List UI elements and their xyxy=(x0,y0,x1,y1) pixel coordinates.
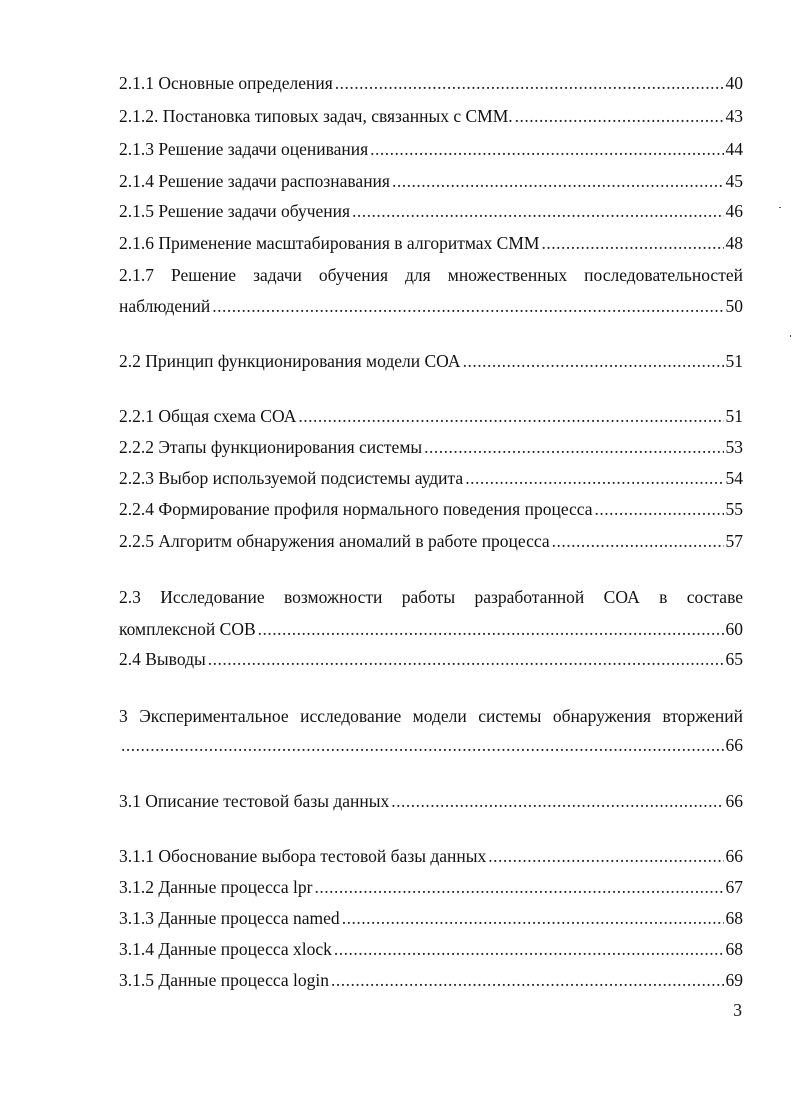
toc-entry-title-line1: 3 Экспериментальное исследование модели системы обнаружения вторжений xyxy=(119,706,743,726)
toc-entry-title: 2.2.1 Общая схема СОА xyxy=(119,406,297,426)
toc-entry-title: 2.4 Выводы xyxy=(119,649,206,669)
toc-leader-dots xyxy=(258,617,724,641)
toc-entry-page: 44 xyxy=(725,139,743,159)
toc-leader-dots xyxy=(314,875,723,899)
toc-leader-dots xyxy=(334,937,724,961)
toc-entry-title: 2.2.5 Алгоритм обнаружения аномалий в работе процесса xyxy=(119,531,550,551)
toc-entry-page: 69 xyxy=(725,970,743,990)
toc-leader-dots xyxy=(552,529,724,553)
toc-entry-title: 3.1.3 Данные процесса named xyxy=(119,908,340,928)
toc-entry-title: наблюдений xyxy=(119,296,211,316)
toc-entry-title: 3.1.2 Данные процесса lpr xyxy=(119,877,313,897)
toc-entry xyxy=(119,497,743,521)
toc-entry-title: комплексной СОВ xyxy=(119,619,256,639)
toc-entry xyxy=(119,294,743,318)
toc-entry-title: 2.1.5 Решение задачи обучения xyxy=(119,201,351,221)
toc-entry-title: 3.1.5 Данные процесса login xyxy=(119,970,330,990)
toc-entry-page: 68 xyxy=(725,939,743,959)
scan-speck xyxy=(779,207,781,208)
toc-entry-page: 45 xyxy=(725,171,743,191)
toc-entry-title: 2.1.6 Применение масштабирования в алгоритмах СММ xyxy=(119,233,540,253)
toc-entry xyxy=(119,875,743,899)
toc-entry xyxy=(119,529,743,553)
toc-leader-dots xyxy=(392,169,724,193)
toc-entry-page: 51 xyxy=(725,351,743,371)
toc-leader-dots xyxy=(208,647,724,671)
toc-entry xyxy=(119,199,743,223)
toc-entry-title: 3.1.1 Обоснование выбора тестовой базы данных xyxy=(119,846,487,866)
toc-entry-page: 55 xyxy=(725,499,743,519)
toc-entry xyxy=(119,733,743,757)
toc-entry-page: 65 xyxy=(725,649,743,669)
toc-entry xyxy=(119,404,743,428)
toc-entry-title-line1: 2.3 Исследование возможности работы разработанной СОА в составе xyxy=(119,587,743,607)
toc-entry-title: 2.1.3 Решение задачи оценивания xyxy=(119,139,369,159)
toc-entry-page: 67 xyxy=(725,877,743,897)
toc-entry-page: 66 xyxy=(725,846,743,866)
toc-entry xyxy=(119,844,743,868)
toc-leader-dots xyxy=(331,968,723,992)
toc-entry xyxy=(119,169,743,193)
toc-entry xyxy=(119,435,743,459)
toc-entry xyxy=(119,968,743,992)
toc-entry xyxy=(119,349,743,373)
toc-entry xyxy=(119,71,743,95)
toc-entry-page: 46 xyxy=(725,201,743,221)
toc-leader-dots xyxy=(488,844,723,868)
toc-leader-dots xyxy=(541,231,723,255)
toc-entry-page: 57 xyxy=(725,531,743,551)
toc-entry-page: 66 xyxy=(725,735,743,755)
toc-leader-dots xyxy=(298,404,723,428)
toc-entry xyxy=(119,231,743,255)
toc-leader-dots xyxy=(121,733,724,757)
toc-entry-title: 2.1.1 Основные определения xyxy=(119,73,333,93)
toc-entry-page: 66 xyxy=(725,791,743,811)
toc-entry-title: 3.1 Описание тестовой базы данных xyxy=(119,791,390,811)
toc-leader-dots xyxy=(212,294,723,318)
toc-entry xyxy=(119,617,743,641)
toc-entry-title: 2.2.3 Выбор используемой подсистемы аудита xyxy=(119,468,464,488)
toc-entry-title: 2.2.4 Формирование профиля нормального поведения процесса xyxy=(119,499,593,519)
scan-speck xyxy=(790,335,791,337)
toc-leader-dots xyxy=(391,789,723,813)
toc-leader-dots xyxy=(595,497,724,521)
toc-entry xyxy=(119,906,743,930)
toc-entry-page: 54 xyxy=(725,468,743,488)
toc-entry-page: 50 xyxy=(725,296,743,316)
toc-leader-dots xyxy=(515,104,724,128)
toc-leader-dots xyxy=(465,466,723,490)
toc-entry xyxy=(119,466,743,490)
toc-entry-title: 2.1.2. Постановка типовых задач, связанных с СММ. xyxy=(119,106,513,126)
toc-entry-page: 51 xyxy=(725,406,743,426)
toc-entry-title: 2.1.4 Решение задачи распознавания xyxy=(119,171,390,191)
toc-entry xyxy=(119,937,743,961)
toc-entry xyxy=(119,137,743,161)
toc-entry xyxy=(119,789,743,813)
toc-entry-title: 2.2 Принцип функционирования модели СОА xyxy=(119,351,461,371)
toc-entry-page: 60 xyxy=(725,619,743,639)
toc-entry-page: 68 xyxy=(725,908,743,928)
toc-entry xyxy=(119,104,743,128)
toc-leader-dots xyxy=(352,199,723,223)
toc-leader-dots xyxy=(424,435,723,459)
toc-entry-page: 53 xyxy=(725,437,743,457)
toc-entry-page: 48 xyxy=(725,233,743,253)
page-number: 3 xyxy=(733,1000,742,1020)
toc-leader-dots xyxy=(463,349,724,373)
toc-leader-dots xyxy=(335,71,724,95)
toc-entry xyxy=(119,647,743,671)
toc-entry-title: 3.1.4 Данные процесса xlock xyxy=(119,939,332,959)
toc-entry-title: 2.2.2 Этапы функционирования системы xyxy=(119,437,423,457)
toc-entry-page: 43 xyxy=(725,106,743,126)
toc-leader-dots xyxy=(370,137,723,161)
toc-leader-dots xyxy=(342,906,724,930)
toc-entry-title-line1: 2.1.7 Решение задачи обучения для множественных последовательностей xyxy=(119,265,743,285)
toc-entry-page: 40 xyxy=(725,73,743,93)
